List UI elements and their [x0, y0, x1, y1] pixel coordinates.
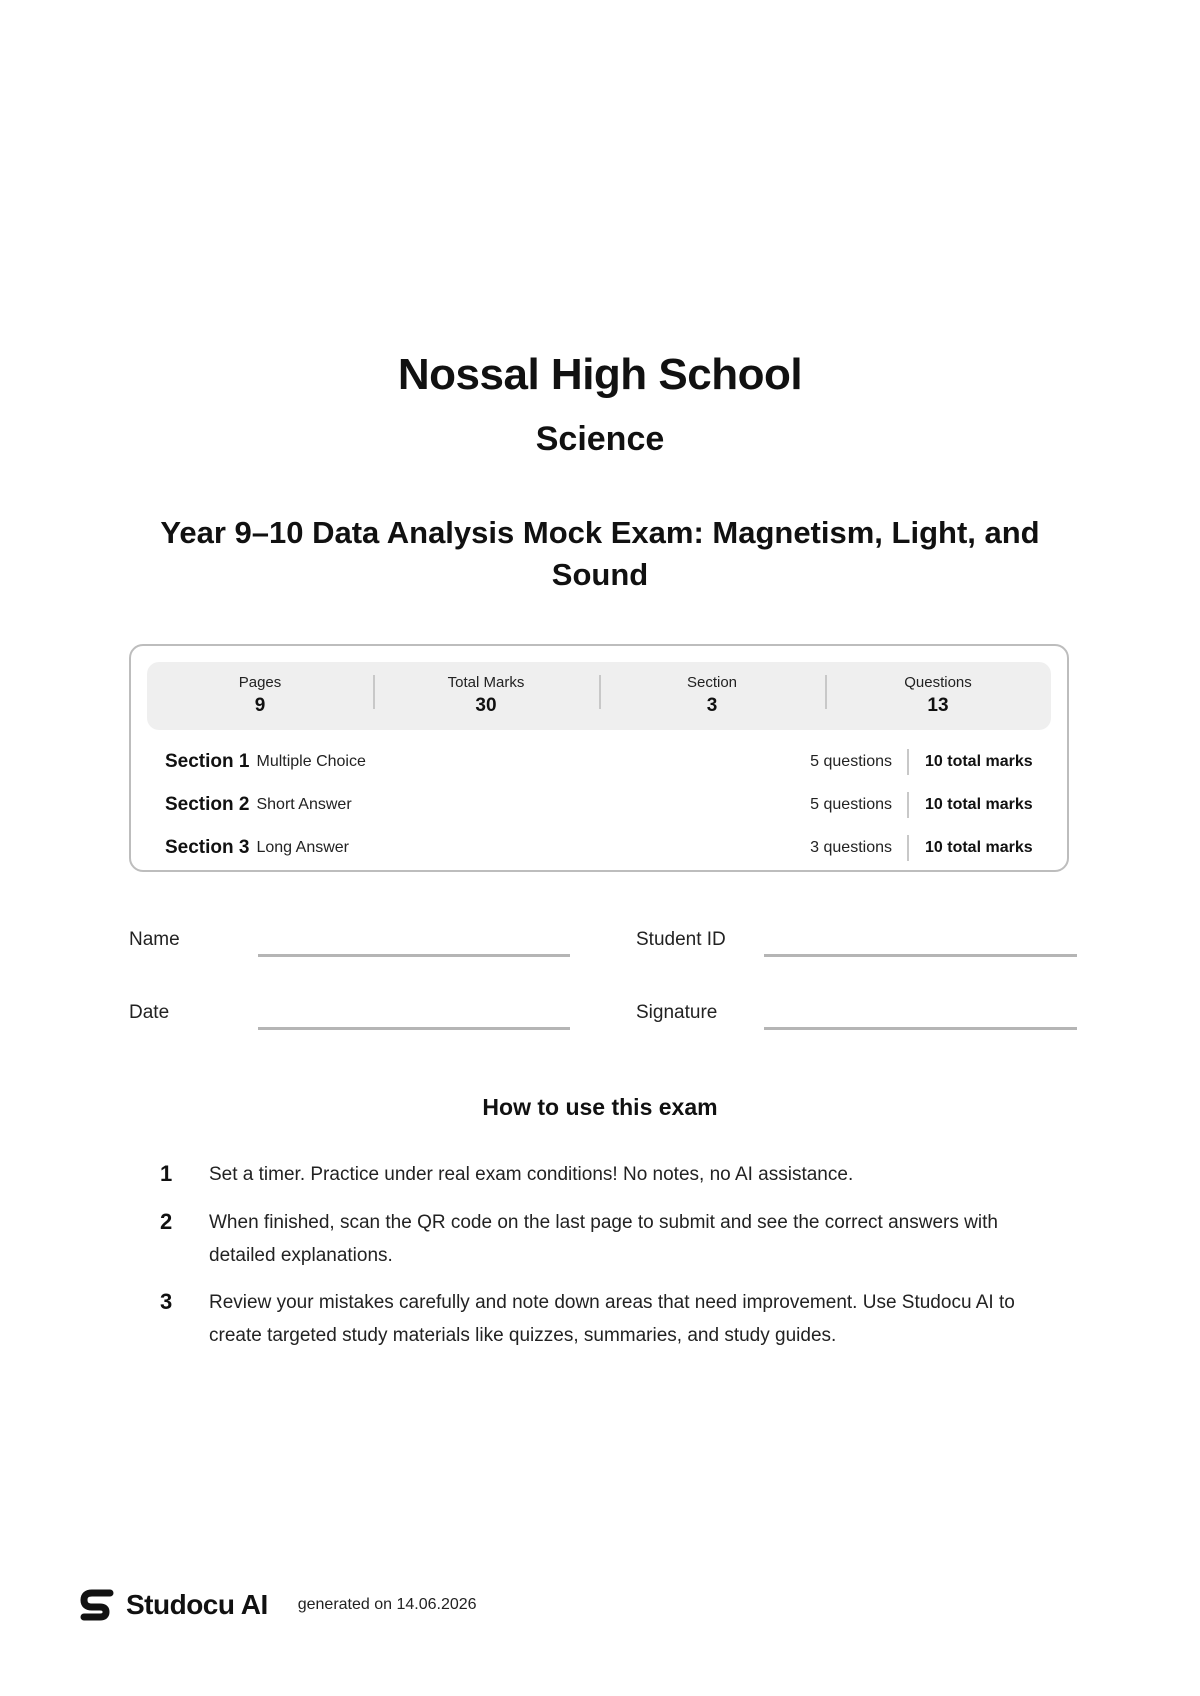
step-number: 3 [160, 1289, 173, 1314]
stat-value: 9 [254, 695, 266, 716]
date-label: Date [129, 1002, 170, 1023]
howto-step-3 [160, 1286, 1060, 1352]
section-question-count: 3 questions [792, 835, 909, 861]
name-label: Name [129, 929, 180, 950]
section-total-marks: 10 total marks [925, 753, 1033, 770]
section-question-count: 5 questions [792, 749, 909, 775]
exam-title: Year 9–10 Data Analysis Mock Exam: Magnetism, Light, and Sound [160, 515, 1040, 592]
step-text: Set a timer. Practice under real exam conditions! No notes, no AI assistance. [209, 1164, 854, 1185]
studocu-logo-icon [80, 1587, 114, 1623]
section-type: Long Answer [256, 839, 349, 856]
signature-label: Signature [636, 1002, 718, 1023]
section-type: Short Answer [256, 796, 352, 813]
footer [80, 1585, 477, 1625]
generated-date: generated on 14.06.2026 [297, 1596, 477, 1613]
stat-label: Questions [904, 674, 972, 691]
section-meta [792, 835, 1035, 861]
student-id-label: Student ID [636, 929, 726, 950]
section-name: Section 1 [165, 751, 250, 772]
section-row-2 [165, 790, 1035, 820]
section-meta [792, 749, 1035, 775]
step-text: Review your mistakes carefully and note down areas that need improvement. Use Studocu AI to create targeted study materials like quizzes, summaries, and study guides. [209, 1292, 1015, 1346]
stat-questions [825, 673, 1051, 719]
stat-value: 30 [475, 695, 497, 716]
section-total-marks: 10 total marks [925, 796, 1033, 813]
step-text: When finished, scan the QR code on the last page to submit and see the correct answers with detailed explanations. [209, 1212, 998, 1266]
section-type: Multiple Choice [256, 753, 366, 770]
subject-title: Science [535, 420, 665, 458]
section-total-marks: 10 total marks [925, 839, 1033, 856]
step-number: 2 [160, 1209, 173, 1234]
stat-value: 3 [706, 695, 718, 716]
brand-name: Studocu AI [126, 1589, 268, 1620]
step-number: 1 [160, 1161, 173, 1186]
school-title: Nossal High School [397, 350, 803, 399]
signature-field[interactable] [764, 1027, 1077, 1030]
howto-step-2 [160, 1206, 1060, 1272]
stat-value: 13 [927, 695, 949, 716]
section-meta [792, 792, 1035, 818]
section-question-count: 5 questions [792, 792, 909, 818]
stat-label: Section [686, 674, 738, 691]
section-name: Section 2 [165, 794, 250, 815]
section-row-1 [165, 747, 1035, 777]
stat-label: Total Marks [447, 674, 525, 691]
date-field[interactable] [258, 1027, 570, 1030]
howto-title: How to use this exam [482, 1094, 718, 1120]
section-row-3 [165, 833, 1035, 863]
name-field[interactable] [258, 954, 570, 957]
stat-total-marks [373, 673, 599, 719]
section-name: Section 3 [165, 837, 250, 858]
exam-summary-box [129, 644, 1069, 872]
stat-section [599, 673, 825, 719]
stat-label: Pages [238, 674, 282, 691]
exam-stats-bar [147, 662, 1051, 730]
stat-pages [147, 673, 373, 719]
student-id-field[interactable] [764, 954, 1077, 957]
howto-step-1 [160, 1158, 1060, 1192]
